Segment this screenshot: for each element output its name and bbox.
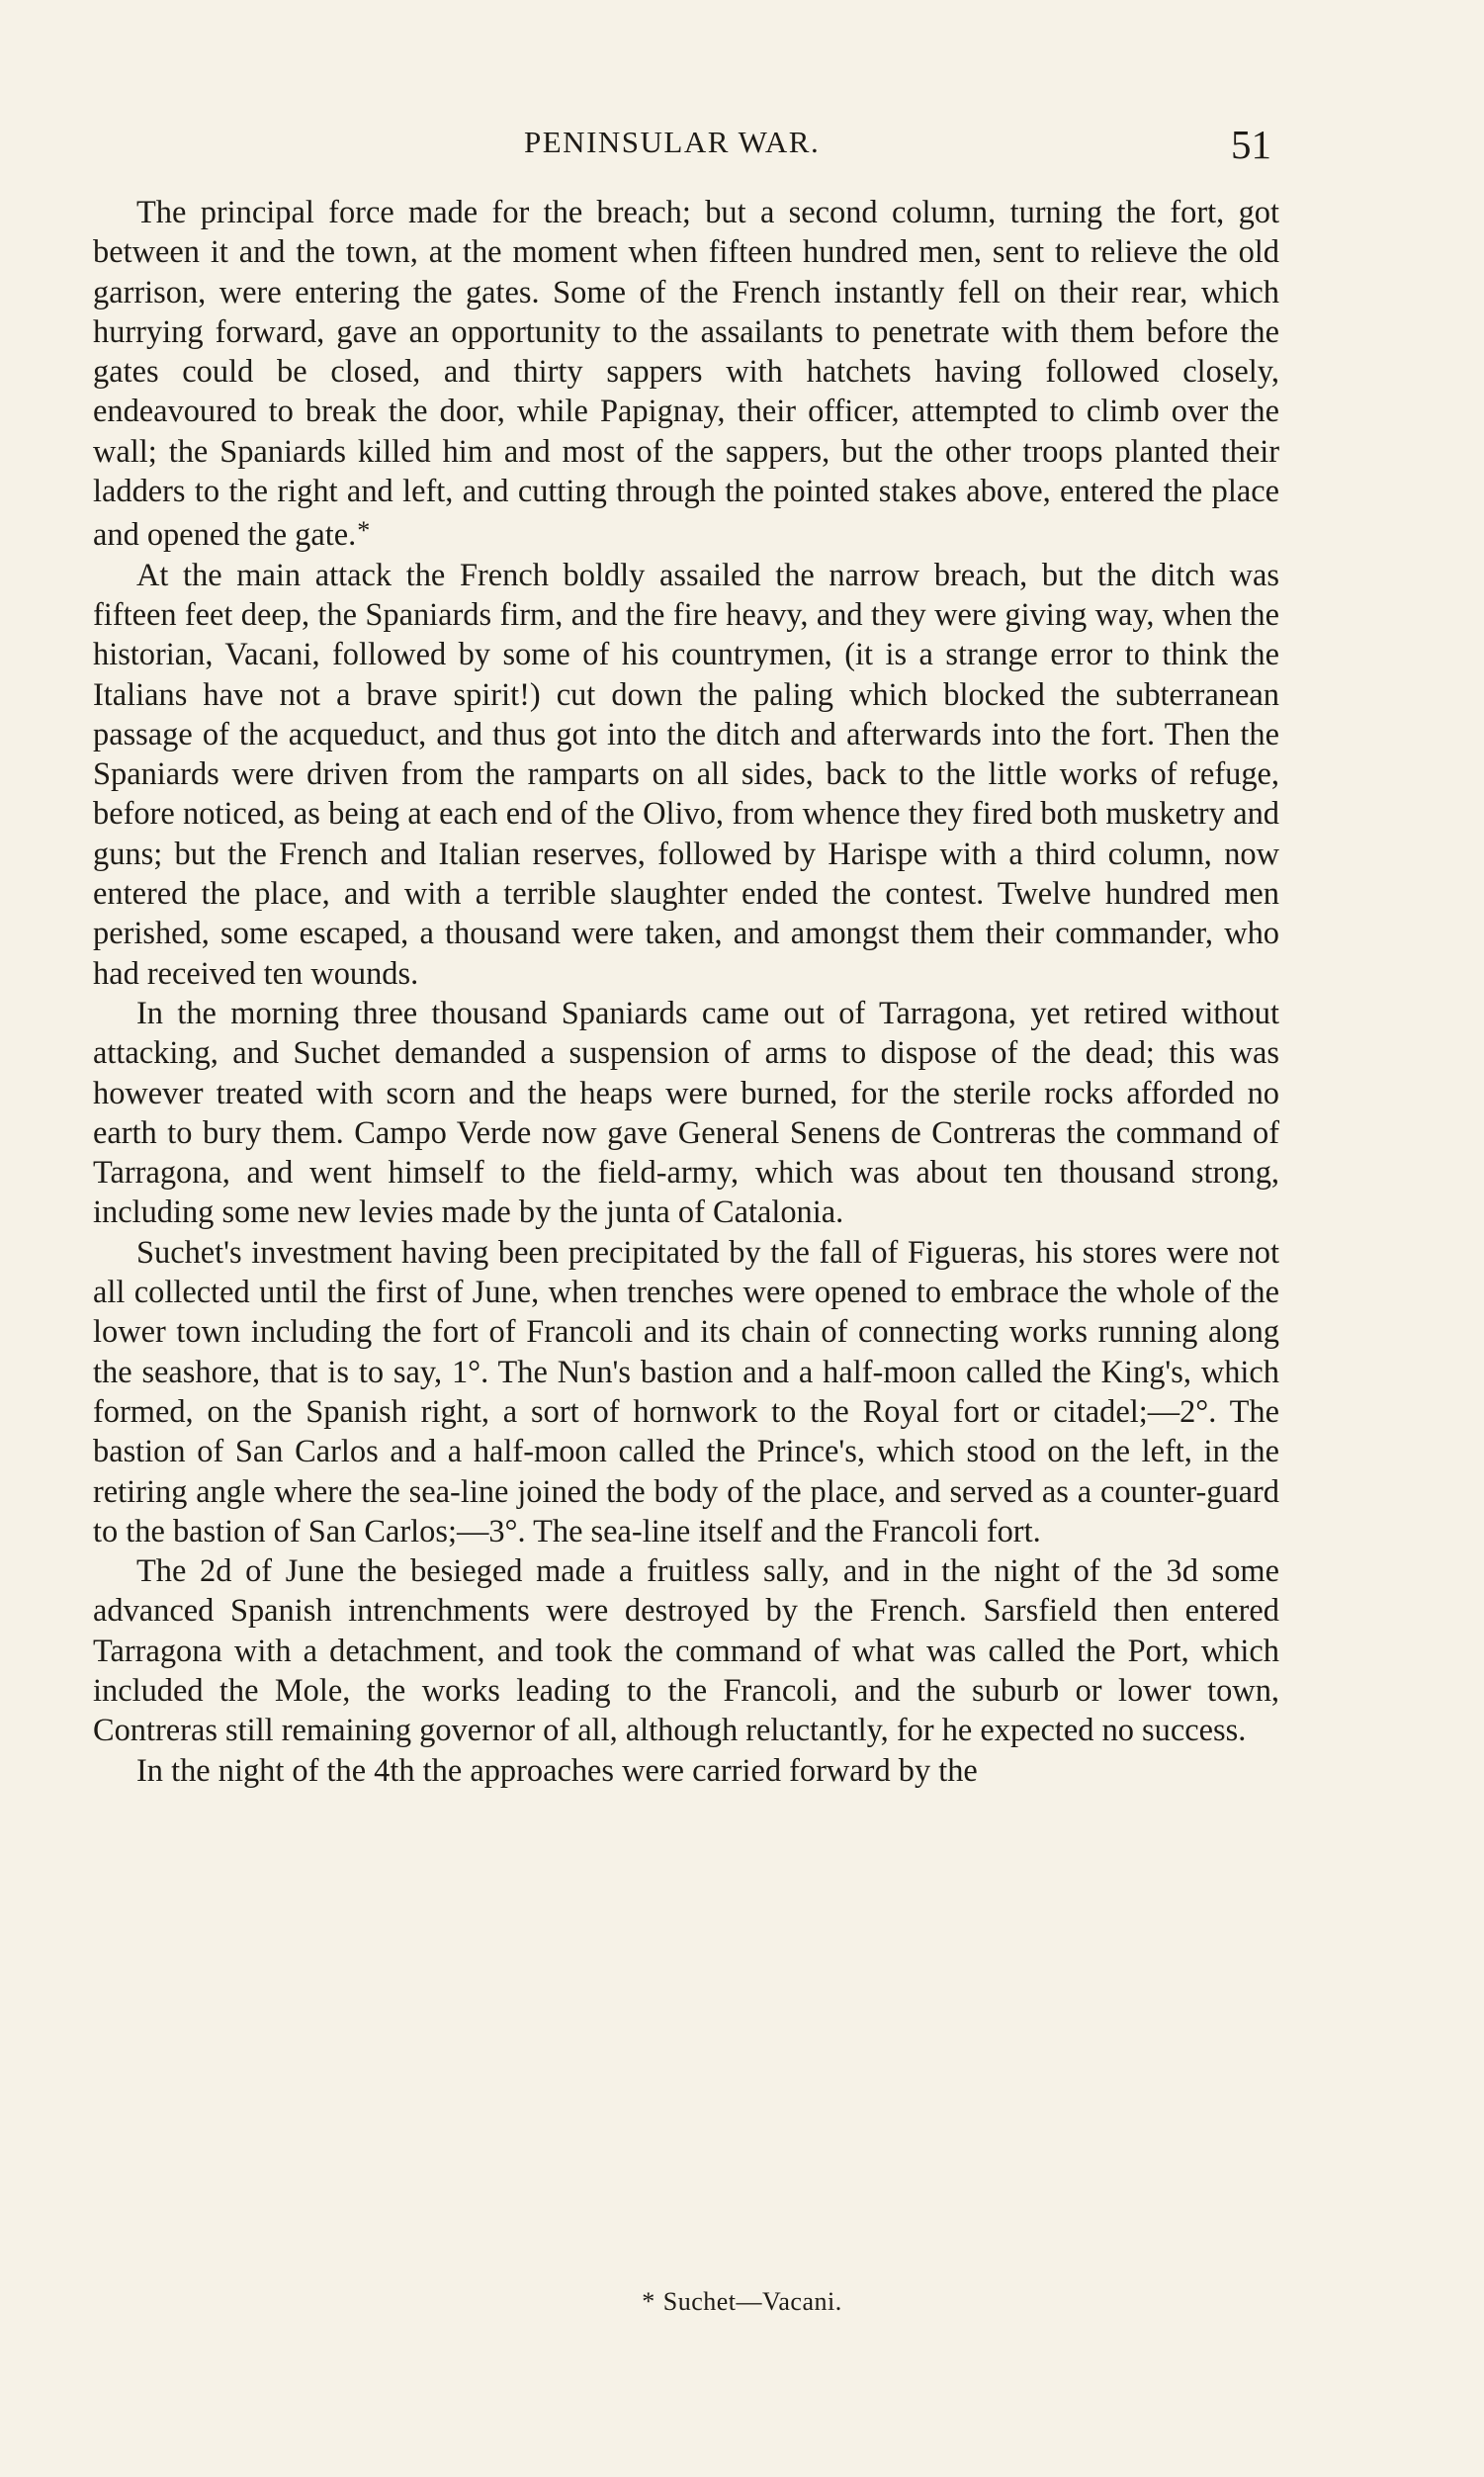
- paragraph: [93, 193, 1279, 556]
- footnote: [0, 2287, 1484, 2317]
- running-title: PENINSULAR WAR.: [524, 125, 821, 159]
- paragraph-text: The principal force made for the breach; but a second column, turning the fort, got between it and the town, at the moment when fifteen hundred men, sent to relieve the old garrison, were entering the gates. Some of the French instantly fell on their rear, which hurrying forward, gave an opportunity to the assailants to penetrate with them before the gates could be closed, and thirty sappers with hatchets having followed closely, endeavoured to break the door, while Papignay, their officer, attempted to climb over the wall; the Spaniards killed him and most of the sappers, but the other troops planted their ladders to the right and left, and cutting through the pointed stakes above, entered the place and opened the gate.: [93, 195, 1279, 554]
- paragraph: Suchet's investment having been precipitated by the fall of Figueras, his stores were not all collected until the first of June, when trenches were opened to embrace the whole of the lower town including the fort of Francoli and its chain of connecting works running along the seashore, that is to say, 1°. The Nun's bastion and a half-moon called the King's, which formed, on the Spanish right, a sort of hornwork to the Royal fort or citadel;—2°. The bastion of San Carlos and a half-moon called the Prince's, which stood on the left, in the retiring angle where the sea-line joined the body of the place, and served as a counter-guard to the bastion of San Carlos;—3°. The sea-line itself and the Francoli fort.: [93, 1234, 1279, 1549]
- body-text: [93, 193, 1279, 1791]
- footnote-reference: *: [357, 516, 371, 546]
- footnote-marker: *: [642, 2287, 655, 2316]
- running-head: [0, 119, 1484, 178]
- paragraph: In the night of the 4th the approaches were carried forward by the: [136, 1752, 978, 1789]
- paragraph: In the morning three thousand Spaniards came out of Tarragona, yet retired without attacking, and Suchet demanded a suspension of arms to dispose of the dead; this was however treated with scorn and the heaps were burned, for the sterile rocks afforded no earth to bury them. Campo Verde now gave General Senens de Contreras the command of Tarragona, and went himself to the field-army, which was about ten thousand strong, including some new levies made by the junta of Catalonia.: [93, 995, 1279, 1231]
- footnote-text: Suchet—Vacani.: [662, 2287, 842, 2316]
- page-number: 51: [1231, 122, 1271, 167]
- paragraph: The 2d of June the besieged made a fruitless sally, and in the night of the 3d some advanced Spanish intrenchments were destroyed by the French. Sarsfield then entered Tarragona with a detachment, and took the command of what was called the Port, which included the Mole, the works leading to the Francoli, and the suburb or lower town, Contreras still remaining governor of all, although reluctantly, for he expected no success.: [93, 1553, 1279, 1749]
- paragraph: At the main attack the French boldly assailed the narrow breach, but the ditch was fifteen feet deep, the Spaniards firm, and the fire heavy, and they were giving way, when the historian, Vacani, followed by some of his countrymen, (it is a strange error to think the Italians have not a brave spirit!) cut down the paling which blocked the subterranean passage of the acqueduct, and thus got into the ditch and afterwards into the fort. Then the Spaniards were driven from the ramparts on all sides, back to the little works of refuge, before noticed, as being at each end of the Olivo, from whence they fired both musketry and guns; but the French and Italian reserves, followed by Harispe with a third column, now entered the place, and with a terrible slaughter ended the contest. Twelve hundred men perished, some escaped, a thousand were taken, and amongst them their commander, who had received ten wounds.: [93, 557, 1279, 992]
